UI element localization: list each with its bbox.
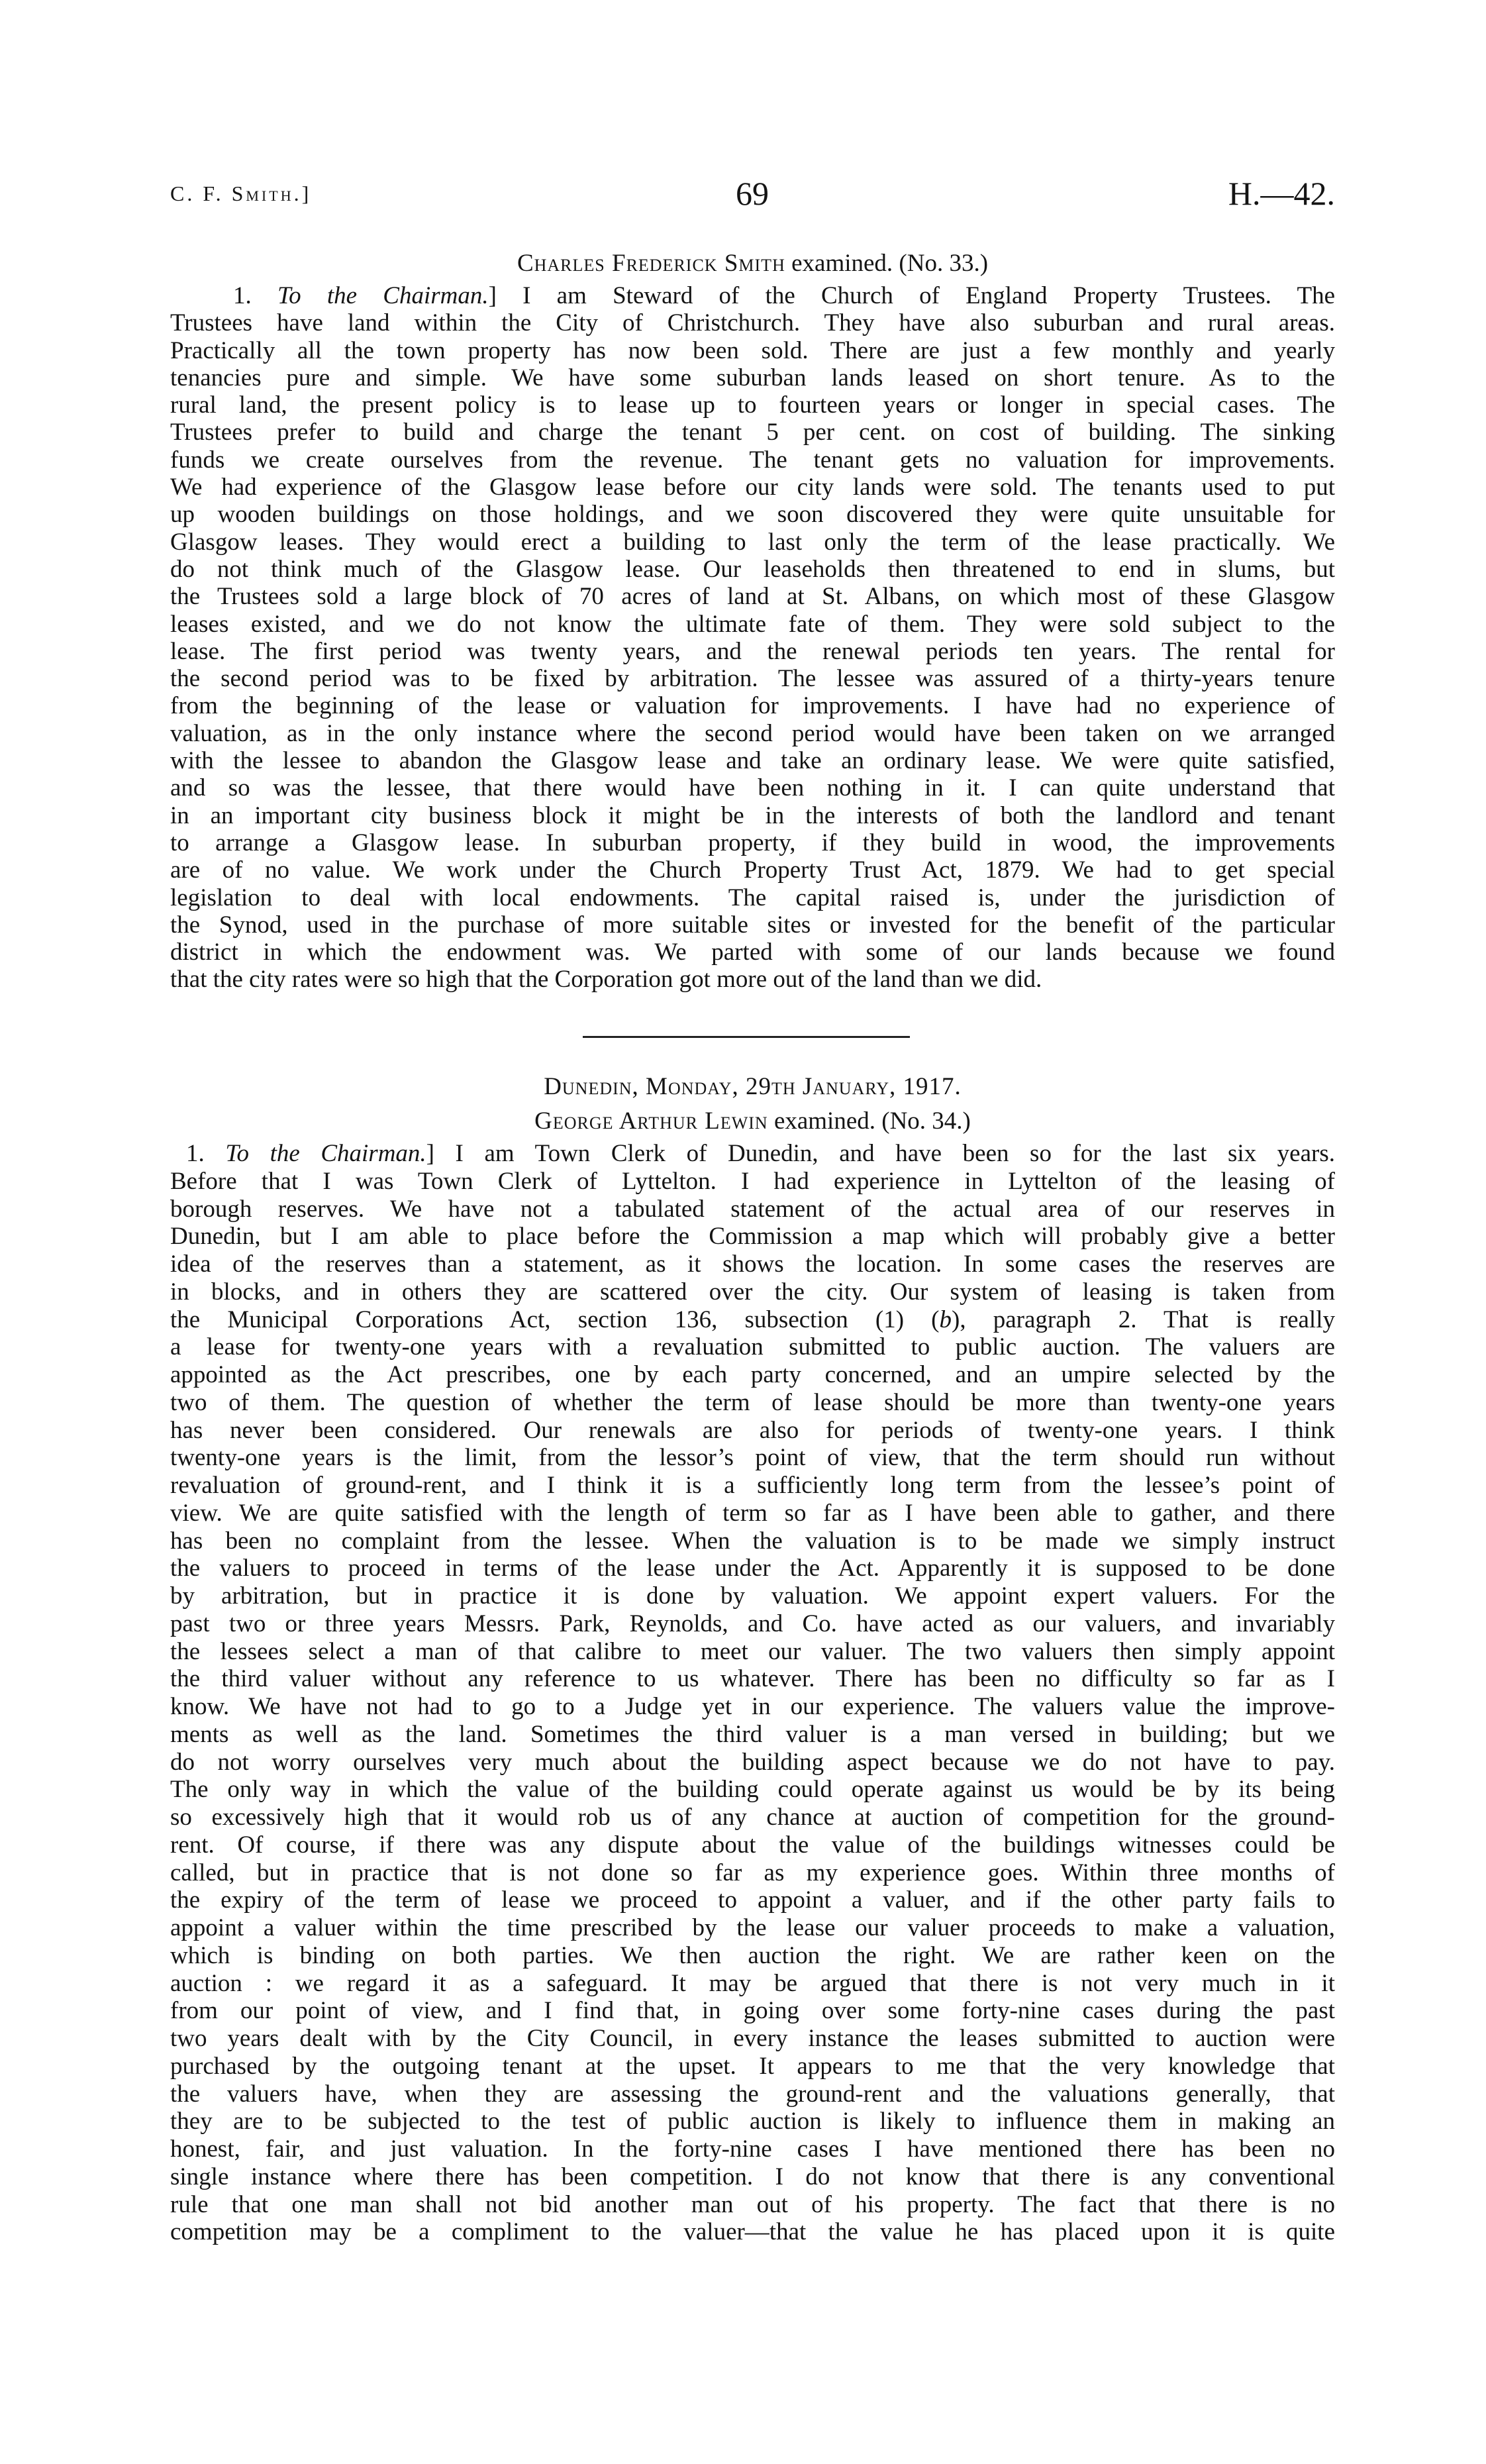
paragraph-line: twenty-one years is the limit, from the lessor’s point of view, that the term should run without (170, 1444, 1335, 1472)
paragraph-line: view. We are quite satisfied with the length of term so far as I have been able to gather, and there (170, 1499, 1335, 1527)
paragraph-line: are of no value. We work under the Church Property Trust Act, 1879. We had to get special (170, 856, 1335, 884)
paragraph-line: legislation to deal with local endowments. The capital raised is, under the jurisdiction of (170, 884, 1335, 911)
paragraph-line: appointed as the Act prescribes, one by each party concerned, and an umpire selected by the (170, 1361, 1335, 1388)
examined-label: examined. (791, 250, 893, 277)
paragraph-line: the Synod, used in the purchase of more suitable sites or invested for the benefit of the particular (170, 911, 1335, 939)
testimony-paragraph (170, 282, 1335, 994)
paragraph-line: the second period was to be fixed by arbitration. The lessee was assured of a thirty-years tenure (170, 665, 1335, 693)
paragraph-line: Practically all the town property has now been sold. There are just a few monthly and yearly (170, 336, 1335, 364)
paragraph-line: the valuers to proceed in terms of the lease under the Act. Apparently it is supposed to be done (170, 1555, 1335, 1582)
running-head-left: C. F. Smith.] (170, 181, 312, 205)
paragraph-line: purchased by the outgoing tenant at the upset. It appears to me that the very knowledge that (170, 2052, 1335, 2080)
paragraph-line: leases existed, and we do not know the ultimate fate of them. They were sold subject to the (170, 610, 1335, 638)
paragraph-line: from our point of view, and I find that, in going over some forty-nine cases during the past (170, 1997, 1335, 2025)
paragraph-line: The only way in which the value of the building could operate against us would be by its being (170, 1776, 1335, 1804)
paragraph-line: called, but in practice that is not done so far as my experience goes. Within three months of (170, 1859, 1335, 1886)
paragraph-line: rule that one man shall not bid another man out of his property. The fact that there is no (170, 2190, 1335, 2218)
paragraph-line: and so was the lessee, that there would have been nothing in it. I can quite understand that (170, 774, 1335, 802)
paragraph-line: they are to be subjected to the test of public auction is likely to influence them in making an (170, 2108, 1335, 2135)
paragraph-line (170, 1306, 1335, 1334)
running-head-right: H.—42. (1228, 175, 1335, 212)
paragraph-line: auction : we regard it as a safeguard. It may be argued that there is not very much in it (170, 1969, 1335, 1997)
paragraph-text: the Municipal Corporations Act, section 136, subsection (1) ( (170, 1306, 940, 1333)
paragraph-line: the expiry of the term of lease we proceed to appoint a valuer, and if the other party fails to (170, 1886, 1335, 1914)
paragraph-line: valuation, as in the only instance where the second period would have been taken on we arranged (170, 719, 1335, 747)
paragraph-line: appoint a valuer within the time prescribed by the lease our valuer proceeds to make a valuation, (170, 1914, 1335, 1941)
paragraph-line: in an important city business block it might be in the interests of both the landlord and tenant (170, 801, 1335, 829)
paragraph-line: to arrange a Glasgow lease. In suburban property, if they build in wood, the improvements (170, 829, 1335, 856)
paragraph-line: two years dealt with by the City Council, in every instance the leases submitted to auction were (170, 2025, 1335, 2052)
paragraph-line: ments as well as the land. Sometimes the third valuer is a man versed in building; but we (170, 1720, 1335, 1748)
paragraph-line: honest, fair, and just valuation. In the forty-nine cases I have mentioned there has been no (170, 2135, 1335, 2163)
paragraph-line: competition may be a compliment to the valuer—that the value he has placed upon it is quite (170, 2218, 1335, 2246)
paragraph-line: tenancies pure and simple. We have some suburban lands leased on short tenure. As to the (170, 364, 1335, 391)
paragraph-line: borough reserves. We have not a tabulated statement of the actual area of our reserves in (170, 1195, 1335, 1223)
paragraph-last-line: that the city rates were so high that the Corporation got more out of the land than we did. (170, 966, 1042, 994)
paragraph-line: do not worry ourselves very much about the building aspect because we do not have to pay. (170, 1748, 1335, 1776)
paragraph-line: the third valuer without any reference to us whatever. There has been no difficulty so far as I (170, 1665, 1335, 1693)
paragraph-line: Trustees have land within the City of Christchurch. They have also suburban and rural areas. (170, 309, 1335, 337)
dateline-text: Dunedin, Monday, 29th January, 1917. (544, 1073, 962, 1100)
witness-number: (No. 33.) (899, 250, 989, 277)
paragraph-line: single instance where there has been competition. I do not know that there is any conventional (170, 2163, 1335, 2190)
section-divider (583, 1036, 910, 1038)
paragraph-text: ] I am Town Clerk of Dunedin, and have been so for the last six years. (426, 1140, 1336, 1167)
paragraph-line: Trustees prefer to build and charge the tenant 5 per cent. on cost of building. The sinking (170, 419, 1335, 446)
italic-letter: b (939, 1306, 952, 1333)
paragraph-line: up wooden buildings on those holdings, and we soon discovered they were quite unsuitable for (170, 501, 1335, 529)
paragraph-line: past two or three years Messrs. Park, Reynolds, and Co. have acted as our valuers, and invariably (170, 1610, 1335, 1637)
paragraph-line: a lease for twenty-one years with a revaluation submitted to public auction. The valuers are (170, 1333, 1335, 1361)
paragraph-line: Glasgow leases. They would erect a building to last only the term of the lease practically. We (170, 528, 1335, 556)
paragraph-line: lease. The first period was twenty years, and the renewal periods ten years. The rental for (170, 637, 1335, 665)
examined-label: examined. (773, 1107, 876, 1135)
paragraph-line: Dunedin, but I am able to place before the Commission a map which will probably give a better (170, 1223, 1335, 1251)
paragraph-line: has been no complaint from the lessee. When the valuation is to be made we simply instruct (170, 1527, 1335, 1555)
witness-heading (170, 250, 1335, 277)
paragraph-number: 1. (186, 1140, 205, 1167)
paragraph-line: so excessively high that it would rob us of any chance at auction of competition for the ground- (170, 1804, 1335, 1831)
addressee: To the Chairman. (277, 282, 489, 309)
paragraph-line: from the beginning of the lease or valuation for improvements. I have had no experience of (170, 692, 1335, 720)
witness-number: (No. 34.) (881, 1107, 971, 1135)
testimony-paragraph (170, 1140, 1335, 2246)
paragraph-line: rural land, the present policy is to lease up to fourteen years or longer in special cases. The (170, 391, 1335, 419)
page-number: 69 (736, 175, 769, 212)
witness-name: George Arthur Lewin (534, 1107, 768, 1135)
paragraph-line: revaluation of ground-rent, and I think it is a sufficiently long term from the lessee’s point of (170, 1472, 1335, 1499)
paragraph-line: funds we create ourselves from the revenue. The tenant gets no valuation for improvements. (170, 446, 1335, 474)
paragraph-number: 1. (233, 282, 252, 309)
paragraph-text: ] I am Steward of the Church of England Property Trustees. The (488, 282, 1336, 309)
witness-heading (170, 1107, 1335, 1135)
paragraph-line: by arbitration, but in practice it is done by valuation. We appoint expert valuers. For the (170, 1582, 1335, 1610)
paragraph-line: the lessees select a man of that calibre to meet our valuer. The two valuers then simply appoint (170, 1637, 1335, 1665)
paragraph-line: which is binding on both parties. We then auction the right. We are rather keen on the (170, 1941, 1335, 1969)
paragraph-line (170, 282, 1335, 309)
witness-name: Charles Frederick Smith (517, 250, 785, 277)
dateline (170, 1073, 1335, 1100)
paragraph-line: the valuers have, when they are assessing the ground-rent and the valuations generally, that (170, 2080, 1335, 2108)
paragraph-line: in blocks, and in others they are scattered over the city. Our system of leasing is taken from (170, 1278, 1335, 1306)
paragraph-text: ), paragraph 2. That is really (952, 1306, 1335, 1333)
paragraph-line: two of them. The question of whether the term of lease should be more than twenty-one years (170, 1388, 1335, 1416)
paragraph-line: do not think much of the Glasgow lease. Our leaseholds then threatened to end in slums, but (170, 555, 1335, 583)
paragraph-line: district in which the endowment was. We parted with some of our lands because we found (170, 939, 1335, 966)
paragraph-line: rent. Of course, if there was any dispute about the value of the buildings witnesses could be (170, 1831, 1335, 1859)
paragraph-line: the Trustees sold a large block of 70 acres of land at St. Albans, on which most of these Glasgow (170, 583, 1335, 611)
paragraph-line: with the lessee to abandon the Glasgow lease and take an ordinary lease. We were quite satisfied, (170, 747, 1335, 775)
addressee: To the Chairman. (225, 1140, 426, 1167)
paragraph-line: We had experience of the Glasgow lease before our city lands were sold. The tenants used to put (170, 474, 1335, 501)
paragraph-line: Before that I was Town Clerk of Lyttelton. I had experience in Lyttelton of the leasing of (170, 1167, 1335, 1195)
paragraph-line: idea of the reserves than a statement, as it shows the location. In some cases the reserves are (170, 1251, 1335, 1278)
paragraph-line: know. We have not had to go to a Judge yet in our experience. The valuers value the improve- (170, 1693, 1335, 1720)
paragraph-line: has never been considered. Our renewals are also for periods of twenty-one years. I think (170, 1416, 1335, 1444)
paragraph-line (170, 1140, 1335, 1168)
